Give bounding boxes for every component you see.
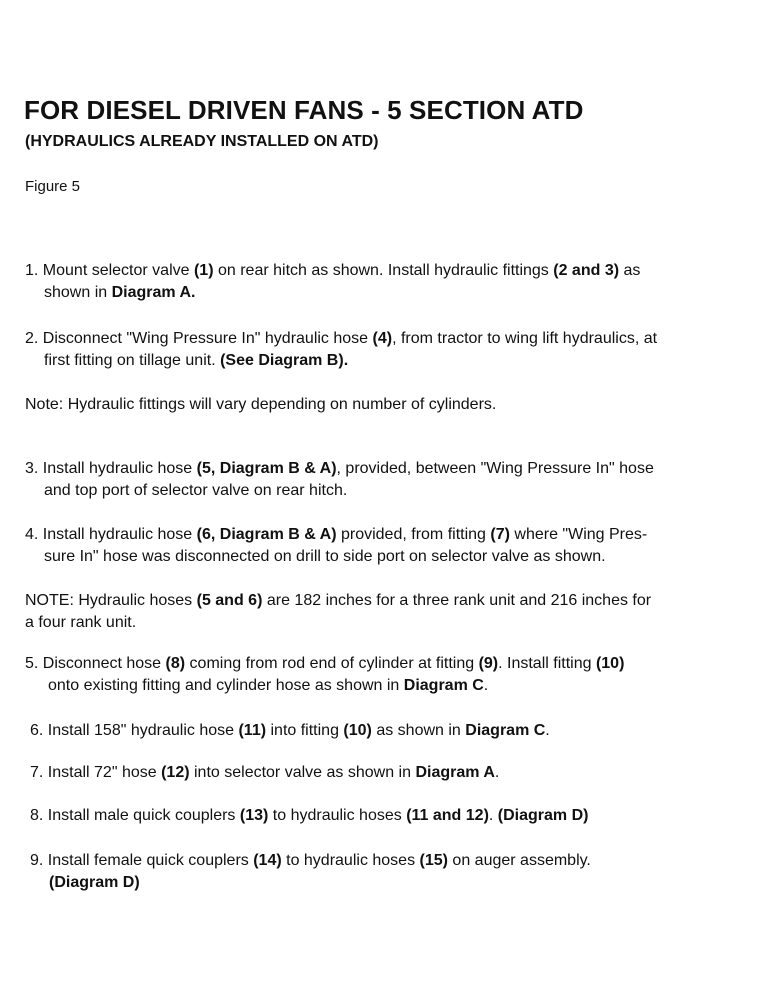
step-2-line-1 [25, 328, 657, 350]
step-text: . [483, 677, 489, 694]
step-text: into selector valve as shown in [189, 764, 416, 781]
step-text: provided, from fitting [336, 526, 491, 543]
step-9 [30, 850, 591, 894]
step-text: as [619, 262, 641, 279]
step-9-line-2: (Diagram D) [49, 874, 140, 891]
step-1 [25, 260, 640, 304]
step-2-line-2 [25, 350, 657, 372]
step-ref: (11 and 12) [406, 807, 489, 824]
step-ref: (7) [490, 526, 510, 543]
step-text: . [494, 764, 500, 781]
step-ref: (15) [419, 852, 448, 869]
step-text: as shown in [371, 722, 466, 739]
step-3 [25, 458, 654, 502]
step-5-line-2 [25, 675, 624, 697]
step-9-line-1 [30, 850, 591, 872]
step-text: coming from rod end of cylinder at fitting [185, 655, 479, 672]
step-ref: (12) [161, 764, 190, 781]
step-text: . Install fitting [498, 655, 596, 672]
figure-label: Figure 5 [25, 178, 81, 195]
step-8 [30, 805, 588, 827]
step-text: sure In" hose was disconnected on drill to side port on selector valve as shown. [44, 548, 606, 565]
note-ref: (5 and 6) [196, 592, 263, 609]
step-ref: (5, Diagram B & A) [196, 460, 337, 477]
step-ref: (10) [595, 655, 625, 672]
step-7-line-1 [30, 762, 499, 784]
step-2 [25, 328, 657, 372]
step-ref: Diagram C [465, 722, 546, 739]
step-text: . [488, 807, 498, 824]
step-4-line-1 [25, 524, 647, 546]
step-ref: (14) [253, 852, 282, 869]
step-text: into fitting [266, 722, 344, 739]
step-text: , from tractor to wing lift hydraulics, at [392, 330, 658, 347]
note-text: NOTE: Hydraulic hoses [25, 592, 197, 609]
step-3-line-1 [25, 458, 654, 480]
step-4 [25, 524, 647, 568]
step-ref: (9) [478, 655, 499, 672]
page-title: FOR DIESEL DRIVEN FANS - 5 SECTION ATD [24, 95, 584, 125]
step-ref: (Diagram D) [497, 807, 589, 824]
note-text: a four rank unit. [25, 614, 137, 631]
note-2-line-1 [25, 590, 651, 612]
step-text: first fitting on tillage unit. [44, 352, 221, 369]
step-text: 9. Install female quick couplers [30, 852, 254, 869]
step-6 [30, 720, 550, 742]
step-ref: (See Diagram B). [220, 352, 349, 369]
step-ref: (6, Diagram B & A) [196, 526, 337, 543]
step-ref: (2 and 3) [553, 262, 620, 279]
step-text: 4. Install hydraulic hose [25, 526, 197, 543]
step-text: and top port of selector valve on rear hitch. [44, 482, 348, 499]
note-text: are 182 inches for a three rank unit and 216 inches for [262, 592, 652, 609]
step-text: 3. Install hydraulic hose [25, 460, 197, 477]
step-text: 1. Mount selector valve [25, 262, 194, 279]
step-ref: (1) [193, 262, 214, 279]
step-4-line-2 [25, 546, 647, 568]
step-3-line-2 [25, 480, 654, 502]
step-text: 5. Disconnect hose [25, 655, 166, 672]
note-text: Note: Hydraulic fittings will vary depending on number of cylinders. [25, 396, 497, 413]
note-2 [25, 590, 651, 634]
step-text: 8. Install male quick couplers [30, 807, 240, 824]
step-text: 2. Disconnect "Wing Pressure In" hydraulic hose [25, 330, 373, 347]
step-ref: (8) [165, 655, 186, 672]
step-text: where "Wing Pres- [509, 526, 648, 543]
step-7 [30, 762, 499, 784]
step-text: shown in [44, 284, 112, 301]
step-ref: (11) [238, 722, 267, 739]
step-text: 7. Install 72" hose [30, 764, 162, 781]
step-ref: Diagram C [403, 677, 484, 694]
step-6-line-1 [30, 720, 550, 742]
page-subtitle: (HYDRAULICS ALREADY INSTALLED ON ATD) [25, 133, 379, 150]
note-2-line-2 [25, 612, 651, 634]
note-1 [25, 394, 496, 416]
step-ref: Diagram A [415, 764, 495, 781]
step-text: on auger assembly. [447, 852, 591, 869]
step-text: 6. Install 158" hydraulic hose [30, 722, 239, 739]
step-text: to hydraulic hoses [268, 807, 407, 824]
step-ref: (13) [239, 807, 269, 824]
step-text: onto existing fitting and cylinder hose as shown in [48, 677, 404, 694]
step-text: to hydraulic hoses [281, 852, 420, 869]
step-text: on rear hitch as shown. Install hydraulic fittings [213, 262, 554, 279]
step-ref: (4) [372, 330, 393, 347]
step-8-line-1 [30, 805, 588, 827]
step-1-line-2 [25, 282, 640, 304]
step-5 [25, 653, 624, 697]
step-5-line-1 [25, 653, 624, 675]
step-ref: (10) [343, 722, 372, 739]
step-1-line-1 [25, 260, 640, 282]
step-text: , provided, between "Wing Pressure In" hose [336, 460, 654, 477]
step-ref: Diagram A. [111, 284, 196, 301]
step-text: . [545, 722, 550, 739]
